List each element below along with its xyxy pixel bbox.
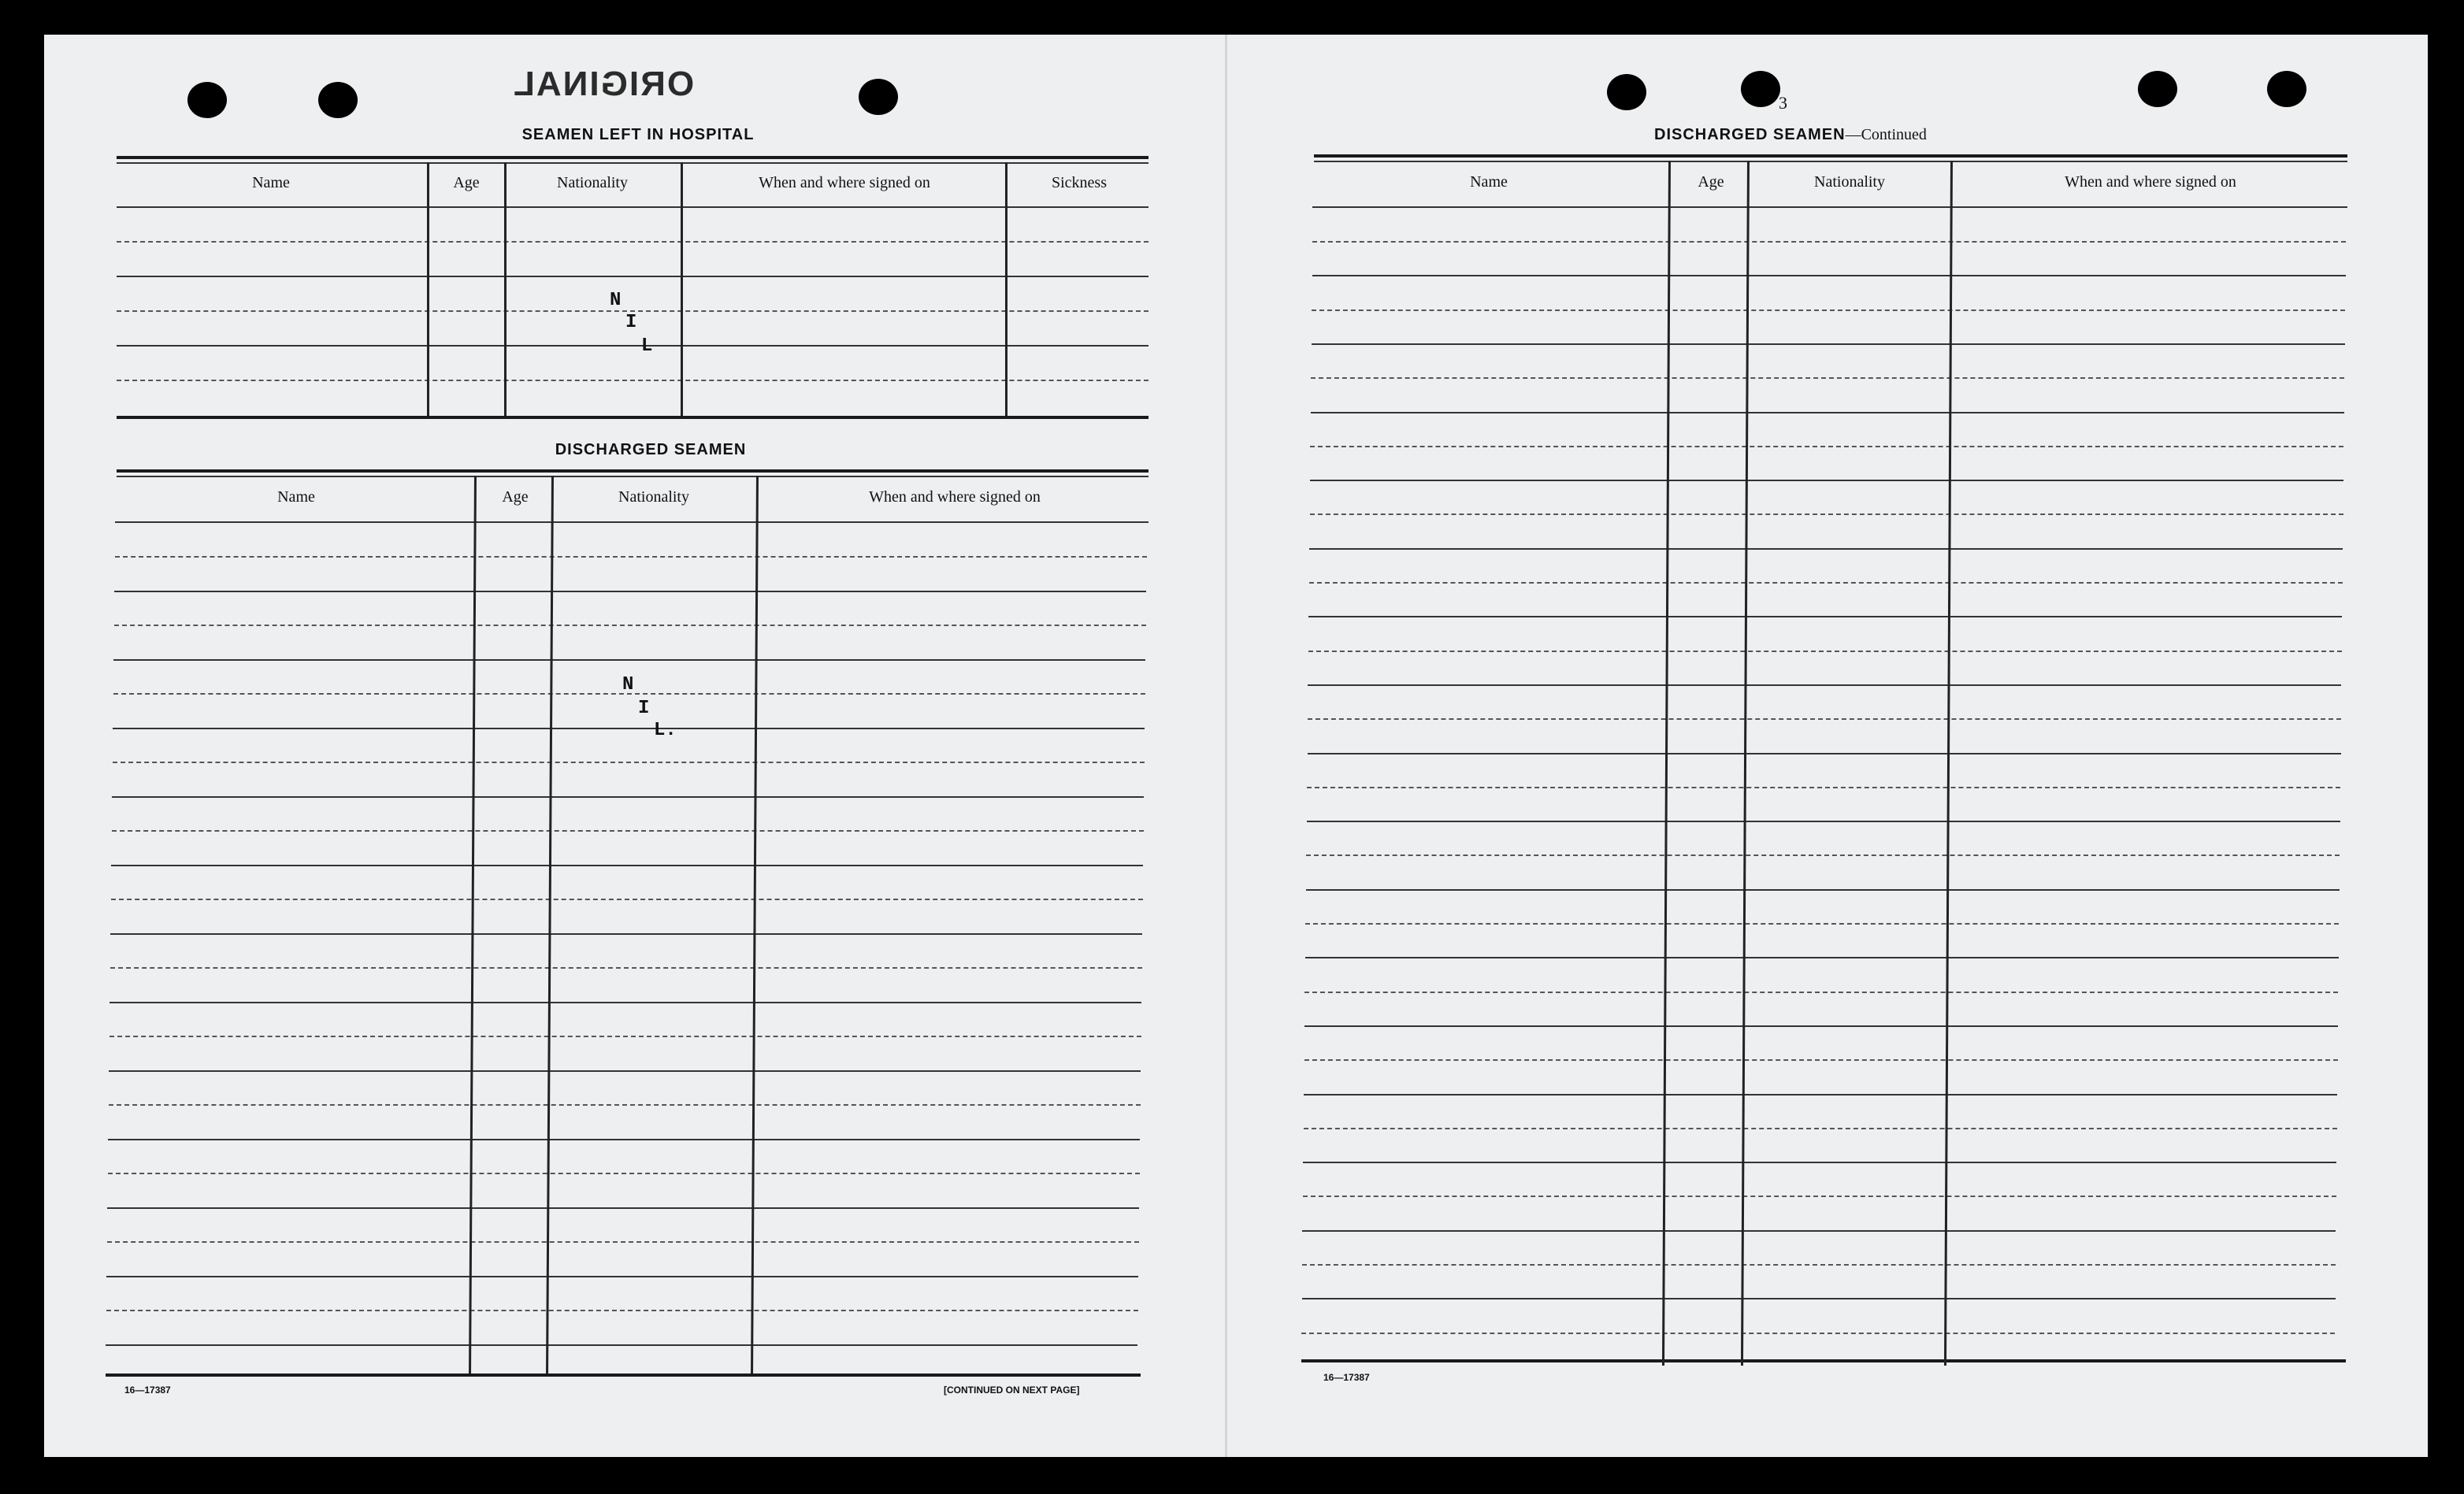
table-row-line — [1303, 1196, 2336, 1197]
table-row-line — [115, 556, 1147, 558]
table-row-line — [111, 899, 1143, 900]
page-number: 3 — [1779, 93, 1787, 113]
page-fold — [1225, 35, 1227, 1457]
table-row-line — [1309, 548, 2343, 550]
discharged-nil-l: L. — [654, 720, 677, 741]
right-section-title — [1654, 126, 1927, 144]
hospital-col-name: Name — [252, 174, 290, 191]
table-row-line — [112, 796, 1144, 798]
table-row-line — [108, 1139, 1140, 1140]
table-row-line — [1304, 1025, 2338, 1027]
continued-note: [CONTINUED ON NEXT PAGE] — [944, 1385, 1080, 1396]
table-row-line — [113, 762, 1145, 763]
table-row-line — [117, 276, 1149, 277]
table-row-line — [1307, 787, 2340, 788]
table-row-line — [1308, 616, 2342, 617]
table-row-line — [1308, 684, 2341, 686]
discharged-top-rule — [117, 469, 1149, 473]
discharged-top-rule-2 — [117, 476, 1149, 477]
table-row-line — [1308, 718, 2341, 720]
hospital-col-sickness: Sickness — [1052, 174, 1107, 191]
table-row-line — [1312, 241, 2346, 243]
table-row-line — [114, 625, 1146, 626]
table-row-line — [1312, 343, 2345, 345]
right-col-nationality: Nationality — [1814, 173, 1885, 191]
right-section-title-suffix: —Continued — [1845, 126, 1927, 143]
discharged-nil-i: I — [638, 698, 650, 719]
right-section-title-main: DISCHARGED SEAMEN — [1654, 126, 1846, 143]
discharged-nil-n: N — [622, 674, 634, 695]
table-row-line — [1304, 992, 2338, 993]
hospital-col-age: Age — [453, 174, 480, 191]
hospital-col-divider — [1005, 162, 1007, 416]
table-row-line — [1302, 1298, 2336, 1299]
table-row-line — [1303, 1162, 2336, 1163]
hospital-col-divider — [681, 162, 683, 416]
table-row-line — [117, 345, 1149, 347]
right-col-name: Name — [1470, 173, 1508, 191]
hospital-section-title: SEAMEN LEFT IN HOSPITAL — [521, 126, 755, 143]
table-row-line — [1312, 310, 2345, 311]
right-col-signed-on: When and where signed on — [2065, 173, 2236, 191]
table-row-line — [1305, 923, 2339, 925]
table-row-line — [1306, 889, 2340, 891]
table-row-line — [110, 933, 1142, 935]
table-row-line — [1309, 582, 2343, 584]
table-row-line — [108, 1173, 1140, 1174]
table-row-line — [1310, 513, 2343, 515]
table-row-line — [112, 830, 1144, 832]
punch-hole — [1607, 74, 1646, 110]
right-bottom-rule — [1301, 1359, 2346, 1362]
table-row-line — [117, 241, 1149, 243]
table-row-line — [106, 1310, 1138, 1311]
table-row-line — [1302, 1230, 2336, 1232]
discharged-bottom-rule — [106, 1374, 1141, 1377]
discharged-section-title: DISCHARGED SEAMEN — [555, 441, 747, 458]
right-form-number: 16—17387 — [1323, 1372, 1370, 1383]
table-row-line — [109, 1104, 1141, 1106]
punch-hole — [1741, 71, 1780, 107]
hospital-nil-n: N — [610, 290, 622, 311]
original-stamp: ORIGINAL — [512, 65, 695, 103]
table-row-line — [106, 1344, 1137, 1346]
hospital-nil-l: L — [641, 336, 653, 357]
punch-hole — [2138, 71, 2177, 107]
discharged-col-name: Name — [277, 488, 315, 506]
hospital-bottom-rule — [117, 416, 1149, 419]
table-row-line — [1304, 1094, 2337, 1095]
hospital-col-nationality: Nationality — [557, 174, 628, 191]
hospital-col-signed-on: When and where signed on — [759, 174, 930, 191]
table-row-line — [113, 728, 1145, 729]
hospital-nil-i: I — [625, 312, 637, 333]
table-row-line — [107, 1207, 1139, 1209]
punch-hole — [2267, 71, 2306, 107]
table-row-line — [111, 865, 1143, 866]
table-row-line — [1304, 1128, 2337, 1129]
table-row-line — [1301, 1333, 2335, 1334]
table-row-line — [1310, 446, 2343, 447]
table-row-line — [117, 380, 1149, 381]
table-row-line — [1304, 1059, 2338, 1061]
hospital-col-divider — [427, 162, 429, 416]
table-row-line — [110, 967, 1142, 969]
right-header-rule — [1312, 206, 2347, 208]
hospital-col-divider — [504, 162, 507, 416]
discharged-col-age: Age — [502, 488, 529, 506]
table-row-line — [1307, 821, 2340, 822]
right-col-age: Age — [1698, 173, 1724, 191]
table-row-line — [1311, 412, 2344, 413]
punch-hole — [859, 79, 898, 115]
table-row-line — [1308, 753, 2341, 754]
form-number: 16—17387 — [124, 1385, 171, 1396]
table-row-line — [109, 1036, 1141, 1037]
table-row-line — [1305, 957, 2339, 958]
table-row-line — [109, 1002, 1141, 1003]
discharged-header-rule — [115, 521, 1149, 523]
table-row-line — [114, 591, 1146, 592]
table-row-line — [109, 1070, 1141, 1072]
table-row-line — [1308, 651, 2342, 652]
table-row-line — [107, 1241, 1139, 1243]
punch-hole — [187, 82, 227, 118]
document-paper — [44, 35, 2428, 1457]
table-row-line — [1310, 480, 2343, 481]
hospital-top-rule — [117, 156, 1149, 159]
table-row-line — [113, 659, 1145, 661]
discharged-col-nationality: Nationality — [618, 488, 689, 506]
table-row-line — [1306, 855, 2340, 856]
table-row-line — [1312, 275, 2346, 276]
hospital-header-rule — [117, 206, 1149, 208]
table-row-line — [1311, 377, 2344, 379]
table-row-line — [106, 1276, 1138, 1277]
discharged-col-signed-on: When and where signed on — [869, 488, 1041, 506]
table-row-line — [1302, 1264, 2336, 1266]
right-top-rule — [1314, 154, 2347, 158]
right-top-rule-2 — [1314, 161, 2347, 162]
hospital-top-rule-2 — [117, 162, 1149, 164]
punch-hole — [318, 82, 358, 118]
